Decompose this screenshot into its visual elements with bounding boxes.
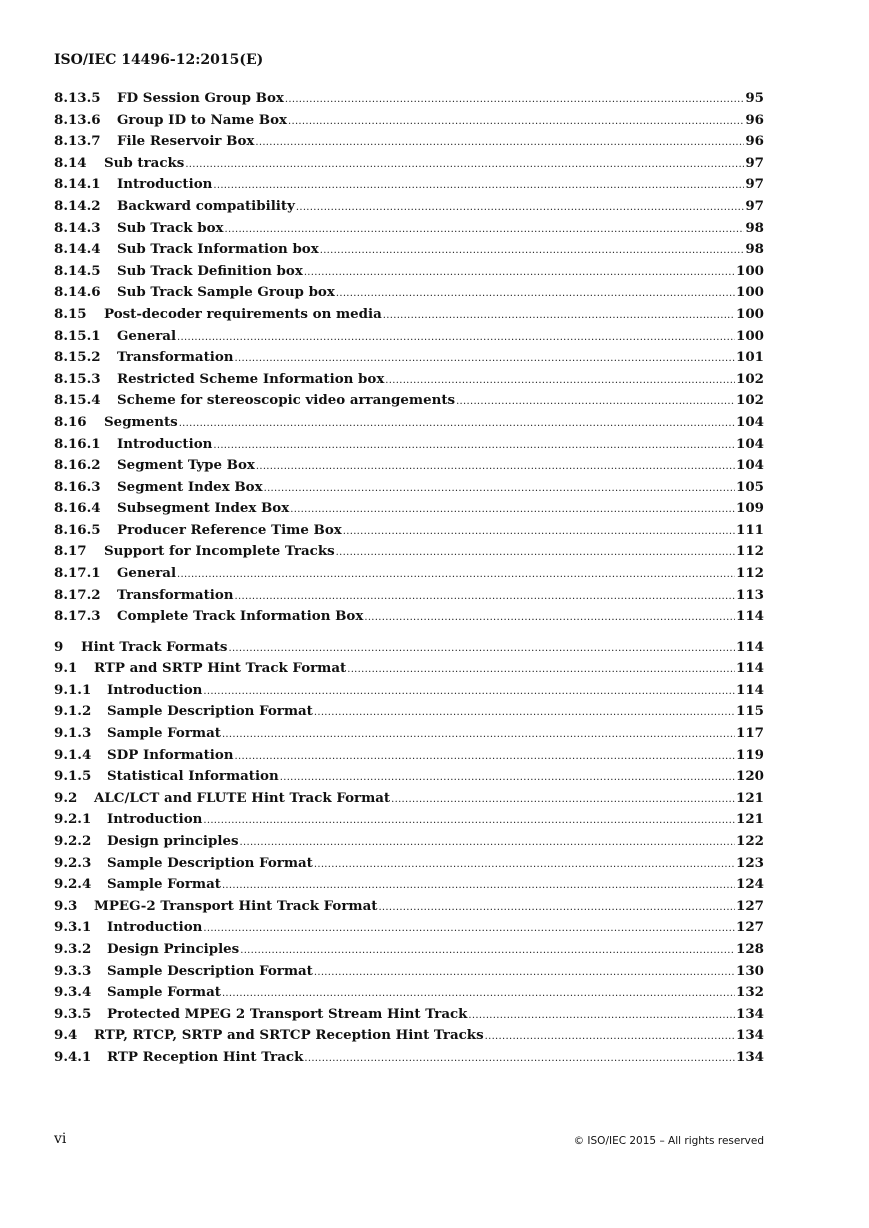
toc-entry[interactable] <box>54 176 764 198</box>
toc-entry-number: 9.4.1 <box>54 1048 92 1065</box>
toc-entry-number: 9.3.4 <box>54 984 92 1001</box>
toc-entry-page: 104 <box>736 435 764 452</box>
toc-entry-number: 9.1.4 <box>54 746 92 763</box>
toc-entry-number: 8.16 <box>54 413 87 430</box>
toc-entry-title: Sub Track Sample Group box <box>117 284 335 301</box>
toc-entry-page: 134 <box>736 1027 764 1044</box>
toc-entry-page: 98 <box>745 219 764 236</box>
toc-entry-title: Design principles <box>107 832 239 849</box>
toc-entry-title: RTP, RTCP, SRTP and SRTCP Reception Hint Tracks <box>94 1027 484 1044</box>
toc-leader-dots <box>255 137 744 148</box>
toc-entry-page: 98 <box>745 241 764 258</box>
toc-entry-number: 9.1.1 <box>54 681 92 698</box>
toc-entry-page: 115 <box>736 703 764 720</box>
toc-entry-number: 8.17.3 <box>54 608 101 625</box>
toc-entry-page: 97 <box>745 197 764 214</box>
toc-entry[interactable] <box>54 919 764 941</box>
toc-leader-dots <box>288 116 744 127</box>
toc-entry[interactable] <box>54 349 764 371</box>
toc-entry-title: Introduction <box>107 811 203 828</box>
toc-leader-dots <box>177 569 735 580</box>
toc-entry-title: RTP Reception Hint Track <box>107 1048 304 1065</box>
copyright-notice: © ISO/IEC 2015 – All rights reserved <box>573 1135 764 1147</box>
toc-entry[interactable] <box>54 660 764 682</box>
toc-leader-dots <box>240 945 735 956</box>
toc-leader-dots <box>468 1010 735 1021</box>
toc-leader-dots <box>391 794 735 805</box>
toc-entry-page: 100 <box>736 284 764 301</box>
toc-leader-dots <box>290 504 735 515</box>
toc-leader-dots <box>314 707 735 718</box>
toc-entry-page: 132 <box>736 984 764 1001</box>
toc-entry[interactable] <box>54 543 764 565</box>
toc-entry-number: 9.1.3 <box>54 725 92 742</box>
toc-leader-dots <box>343 526 735 537</box>
toc-entry-number: 9.3.2 <box>54 940 92 957</box>
toc-entry[interactable] <box>54 941 764 963</box>
toc-leader-dots <box>336 547 735 558</box>
toc-leader-dots <box>213 440 735 451</box>
toc-entry-page: 121 <box>736 789 764 806</box>
toc-entry-page: 112 <box>736 565 764 582</box>
toc-leader-dots <box>264 483 735 494</box>
toc-entry-page: 130 <box>736 962 764 979</box>
toc-entry-page: 105 <box>736 478 764 495</box>
toc-entry[interactable] <box>54 876 764 898</box>
toc-entry-title: Introduction <box>107 681 203 698</box>
toc-entry-title: Scheme for stereoscopic video arrangements <box>117 392 456 409</box>
toc-entry[interactable] <box>54 725 764 747</box>
toc-entry-title: Sample Description Format <box>107 703 313 720</box>
toc-entry-page: 120 <box>736 768 764 785</box>
toc-entry-title: Producer Reference Time Box <box>117 521 342 538</box>
toc-entry-number: 8.16.1 <box>54 435 101 452</box>
toc-leader-dots <box>213 180 744 191</box>
toc-entry[interactable] <box>54 1049 764 1071</box>
toc-leader-dots <box>285 94 744 105</box>
toc-entry-page: 119 <box>736 746 764 763</box>
toc-entry-page: 104 <box>736 413 764 430</box>
toc-entry[interactable] <box>54 284 764 306</box>
toc-entry-page: 102 <box>736 392 764 409</box>
toc-leader-dots <box>485 1031 735 1042</box>
toc-entry-title: Sub tracks <box>104 154 185 171</box>
toc-leader-dots <box>364 612 735 623</box>
toc-entry[interactable] <box>54 790 764 812</box>
toc-entry-page: 100 <box>736 305 764 322</box>
toc-entry-title: Statistical Information <box>107 768 279 785</box>
toc-entry-number: 8.15.4 <box>54 392 101 409</box>
toc-entry-page: 127 <box>736 919 764 936</box>
toc-entry-title: FD Session Group Box <box>117 90 284 106</box>
toc-leader-dots <box>222 880 735 891</box>
toc-entry-number: 8.14.3 <box>54 219 101 236</box>
toc-leader-dots <box>177 332 735 343</box>
toc-entry-number: 9.1.5 <box>54 768 92 785</box>
toc-entry-title: ALC/LCT and FLUTE Hint Track Format <box>94 789 391 806</box>
toc-leader-dots <box>222 729 735 740</box>
toc-entry-number: 9.3.5 <box>54 1005 92 1022</box>
toc-entry[interactable] <box>54 1027 764 1049</box>
toc-entry-page: 128 <box>736 940 764 957</box>
toc-entry-page: 97 <box>745 154 764 171</box>
toc-entry-page: 97 <box>745 176 764 193</box>
toc-entry[interactable] <box>54 500 764 522</box>
toc-entry-title: Support for Incomplete Tracks <box>104 543 335 560</box>
toc-entry-page: 123 <box>736 854 764 871</box>
toc-leader-dots <box>314 967 735 978</box>
toc-entry-page: 124 <box>736 876 764 893</box>
toc-leader-dots <box>235 751 736 762</box>
toc-entry-page: 127 <box>736 897 764 914</box>
toc-entry-title: Introduction <box>117 176 213 193</box>
toc-entry-title: Segment Index Box <box>117 478 263 495</box>
toc-entry[interactable] <box>54 112 764 134</box>
toc-entry-number: 8.16.2 <box>54 457 101 474</box>
toc-entry-page: 122 <box>736 832 764 849</box>
toc-entry-title: File Reservoir Box <box>117 133 255 150</box>
toc-leader-dots <box>235 353 736 364</box>
toc-entry-number: 9.2.4 <box>54 876 92 893</box>
toc-entry[interactable] <box>54 833 764 855</box>
toc-entry-number: 8.13.6 <box>54 111 101 128</box>
toc-entry-page: 114 <box>736 660 764 677</box>
toc-entry-title: Sample Format <box>107 876 221 893</box>
toc-entry-page: 96 <box>745 111 764 128</box>
toc-entry[interactable] <box>54 436 764 458</box>
toc-entry-title: Backward compatibility <box>117 197 295 214</box>
toc-entry[interactable] <box>54 682 764 704</box>
toc-entry-title: General <box>117 327 177 344</box>
toc-entry-title: RTP and SRTP Hint Track Format <box>94 660 347 677</box>
toc-entry[interactable] <box>54 90 764 112</box>
toc-entry-number: 9.2 <box>54 789 78 806</box>
toc-entry-title: MPEG-2 Transport Hint Track Format <box>94 897 378 914</box>
toc-entry[interactable] <box>54 587 764 609</box>
toc-entry-number: 8.16.4 <box>54 500 101 517</box>
toc-entry[interactable] <box>54 155 764 177</box>
toc-leader-dots <box>296 202 744 213</box>
toc-entry-page: 95 <box>745 90 764 106</box>
toc-entry-title: Segment Type Box <box>117 457 255 474</box>
toc-leader-dots <box>304 267 735 278</box>
toc-entry-page: 100 <box>736 327 764 344</box>
toc-leader-dots <box>304 1053 735 1064</box>
toc-entry-title: Sub Track box <box>117 219 224 236</box>
toc-leader-dots <box>256 461 735 472</box>
toc-leader-dots <box>235 591 736 602</box>
toc-entry[interactable] <box>54 898 764 920</box>
toc-leader-dots <box>203 815 735 826</box>
toc-entry[interactable] <box>54 703 764 725</box>
toc-entry-title: Subsegment Index Box <box>117 500 290 517</box>
table-of-contents <box>54 90 764 1071</box>
toc-entry-page: 112 <box>736 543 764 560</box>
toc-entry-number: 9.3.3 <box>54 962 92 979</box>
toc-entry-number: 8.14.4 <box>54 241 101 258</box>
toc-entry-page: 109 <box>736 500 764 517</box>
toc-leader-dots <box>228 643 735 654</box>
toc-entry-title: General <box>117 565 177 582</box>
toc-entry-page: 104 <box>736 457 764 474</box>
toc-entry-title: Hint Track Formats <box>81 638 228 655</box>
toc-leader-dots <box>222 988 735 999</box>
toc-entry-number: 8.14.6 <box>54 284 101 301</box>
toc-leader-dots <box>385 375 735 386</box>
toc-entry-page: 101 <box>736 349 764 366</box>
toc-leader-dots <box>203 686 735 697</box>
toc-entry-title: Introduction <box>107 919 203 936</box>
toc-entry-number: 8.14.2 <box>54 197 101 214</box>
toc-entry-number: 8.16.5 <box>54 521 101 538</box>
toc-leader-dots <box>383 310 735 321</box>
toc-entry-page: 134 <box>736 1005 764 1022</box>
toc-entry-title: Sample Format <box>107 984 221 1001</box>
toc-entry-title: Sample Format <box>107 725 221 742</box>
toc-entry[interactable] <box>54 198 764 220</box>
toc-leader-dots <box>203 923 735 934</box>
toc-entry-page: 117 <box>736 725 764 742</box>
toc-entry[interactable] <box>54 565 764 587</box>
toc-entry[interactable] <box>54 241 764 263</box>
toc-entry-page: 102 <box>736 370 764 387</box>
toc-entry-number: 9.1.2 <box>54 703 92 720</box>
toc-entry-title: Sub Track Information box <box>117 241 319 258</box>
toc-entry-number: 8.15.2 <box>54 349 101 366</box>
toc-entry[interactable] <box>54 608 764 630</box>
toc-entry-title: Sample Description Format <box>107 962 313 979</box>
toc-entry[interactable] <box>54 963 764 985</box>
toc-leader-dots <box>320 245 745 256</box>
toc-leader-dots <box>225 224 745 235</box>
toc-leader-dots <box>280 772 735 783</box>
document-id-header: ISO/IEC 14496-12:2015(E) <box>54 52 264 68</box>
toc-entry[interactable] <box>54 133 764 155</box>
toc-entry-number: 9.4 <box>54 1027 78 1044</box>
toc-leader-dots <box>378 902 735 913</box>
toc-entry[interactable] <box>54 639 764 661</box>
toc-leader-dots <box>347 664 735 675</box>
toc-entry-number: 8.14.5 <box>54 262 101 279</box>
toc-entry-page: 134 <box>736 1048 764 1065</box>
toc-entry-title: Transformation <box>117 586 234 603</box>
toc-entry-number: 9.2.3 <box>54 854 92 871</box>
toc-entry-title: Introduction <box>117 435 213 452</box>
toc-entry-title: Post-decoder requirements on media <box>104 305 382 322</box>
toc-entry-page: 96 <box>745 133 764 150</box>
toc-leader-dots <box>456 396 735 407</box>
toc-entry-number: 9.3.1 <box>54 919 92 936</box>
toc-entry[interactable] <box>54 328 764 350</box>
toc-entry-title: Protected MPEG 2 Transport Stream Hint Track <box>107 1005 468 1022</box>
toc-entry-title: SDP Information <box>107 746 234 763</box>
toc-entry-page: 113 <box>736 586 764 603</box>
toc-entry-number: 8.15 <box>54 305 87 322</box>
toc-entry[interactable] <box>54 768 764 790</box>
toc-leader-dots <box>314 859 735 870</box>
toc-entry[interactable] <box>54 811 764 833</box>
toc-entry-number: 8.15.1 <box>54 327 101 344</box>
toc-entry-number: 9.2.1 <box>54 811 92 828</box>
toc-entry-title: Transformation <box>117 349 234 366</box>
toc-entry-number: 8.13.7 <box>54 133 101 150</box>
toc-leader-dots <box>240 837 736 848</box>
toc-leader-dots <box>179 418 735 429</box>
toc-entry-number: 8.14.1 <box>54 176 101 193</box>
toc-leader-dots <box>336 288 735 299</box>
toc-entry[interactable] <box>54 984 764 1006</box>
toc-entry-title: Segments <box>104 413 178 430</box>
toc-entry-number: 8.13.5 <box>54 90 101 106</box>
toc-entry[interactable] <box>54 747 764 769</box>
toc-entry-page: 114 <box>736 638 764 655</box>
toc-entry[interactable] <box>54 479 764 501</box>
toc-entry[interactable] <box>54 855 764 877</box>
toc-entry-number: 9 <box>54 638 64 655</box>
toc-entry-page: 114 <box>736 681 764 698</box>
toc-entry-title: Design Principles <box>107 940 240 957</box>
toc-entry-number: 9.2.2 <box>54 832 92 849</box>
toc-leader-dots <box>185 159 744 170</box>
toc-entry[interactable] <box>54 371 764 393</box>
toc-entry-number: 8.15.3 <box>54 370 101 387</box>
toc-entry-title: Sample Description Format <box>107 854 313 871</box>
toc-entry[interactable] <box>54 457 764 479</box>
toc-entry[interactable] <box>54 263 764 285</box>
toc-entry-number: 8.14 <box>54 154 87 171</box>
page-number: vi <box>54 1131 67 1147</box>
toc-entry-title: Restricted Scheme Information box <box>117 370 385 387</box>
toc-entry-page: 114 <box>736 608 764 625</box>
toc-entry[interactable] <box>54 392 764 414</box>
toc-entry-number: 8.17.2 <box>54 586 101 603</box>
toc-entry-number: 9.1 <box>54 660 78 677</box>
toc-entry[interactable] <box>54 220 764 242</box>
toc-entry-page: 111 <box>736 521 764 538</box>
toc-entry-number: 8.16.3 <box>54 478 101 495</box>
toc-entry[interactable] <box>54 522 764 544</box>
toc-entry[interactable] <box>54 1006 764 1028</box>
toc-entry-title: Group ID to Name Box <box>117 111 287 128</box>
toc-entry[interactable] <box>54 414 764 436</box>
toc-entry-title: Sub Track Definition box <box>117 262 303 279</box>
toc-entry-page: 100 <box>736 262 764 279</box>
toc-entry-title: Complete Track Information Box <box>117 608 364 625</box>
toc-entry[interactable] <box>54 306 764 328</box>
toc-entry-number: 9.3 <box>54 897 78 914</box>
toc-entry-number: 8.17 <box>54 543 87 560</box>
toc-entry-number: 8.17.1 <box>54 565 101 582</box>
toc-entry-page: 121 <box>736 811 764 828</box>
